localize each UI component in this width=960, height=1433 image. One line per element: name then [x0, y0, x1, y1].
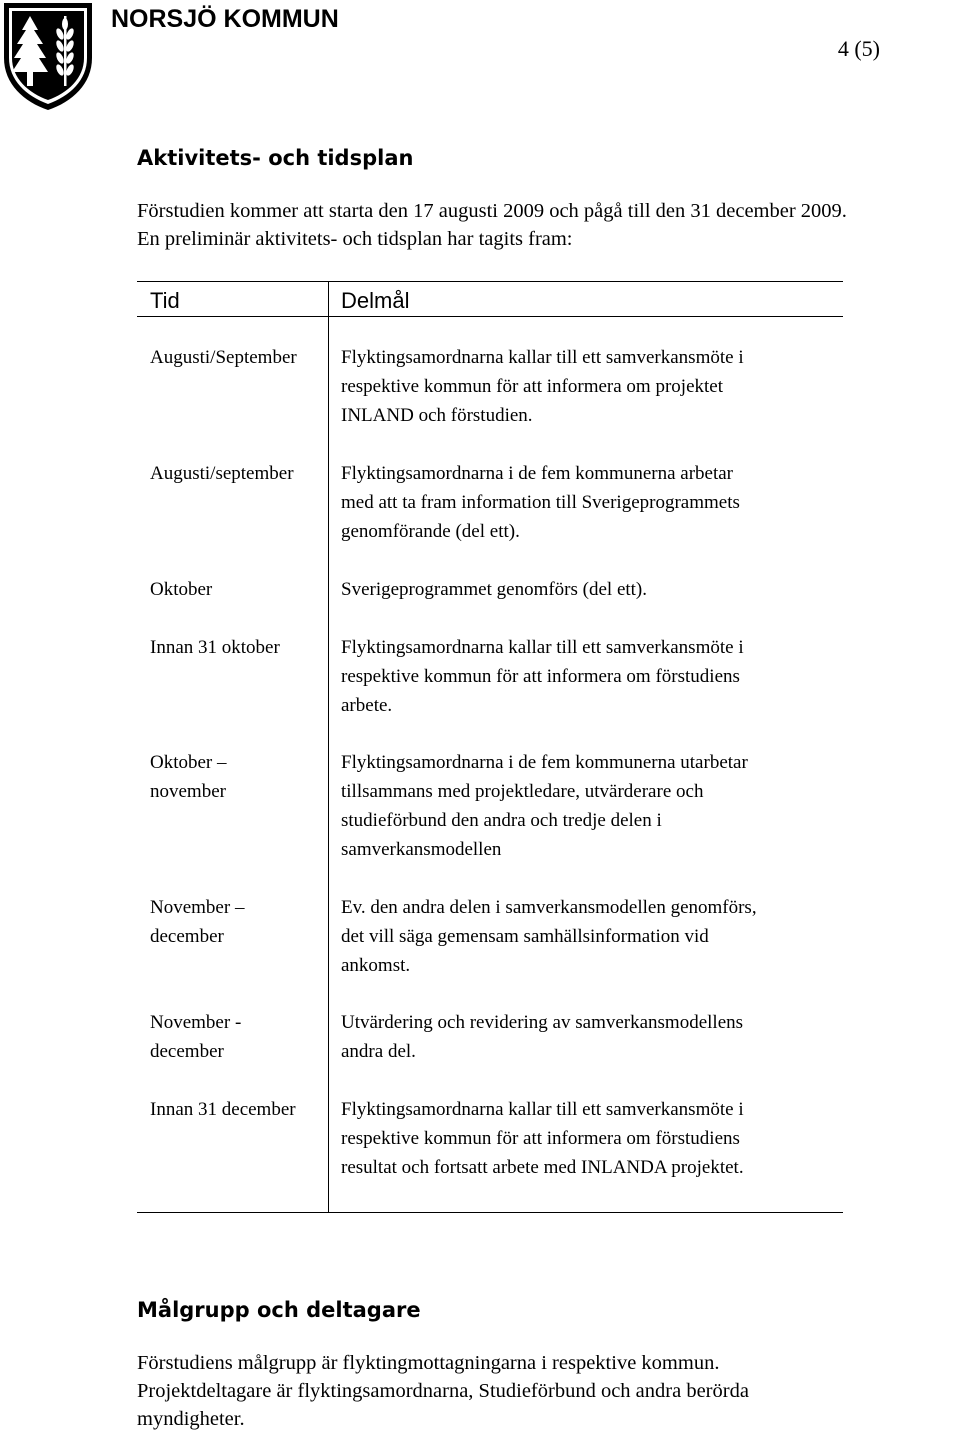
table-top-rule [137, 281, 843, 282]
organization-name: NORSJÖ KOMMUN [111, 5, 339, 33]
table-column-divider [328, 281, 329, 1213]
column-header-goal: Delmål [341, 288, 410, 313]
paragraph-line: Projektdeltagare är flyktingsamordnarna, Studieförbund och andra berörda [137, 1380, 749, 1402]
table-cell-time: November – december [150, 897, 245, 947]
intro-line: En preliminär aktivitets- och tidsplan har tagits fram: [137, 228, 573, 250]
table-cell-time: Augusti/September [150, 347, 297, 368]
table-cell-time: November - december [150, 1012, 242, 1062]
table-cell-goal: Flyktingsamordnarna kallar till ett samverkansmöte i respektive kommun för att informera om förstudiens arbete. [341, 637, 744, 716]
table-cell-time: Innan 31 oktober [150, 637, 280, 658]
table-cell-goal: Flyktingsamordnarna kallar till ett samverkansmöte i respektive kommun för att informera om projektet INLAND och förstudien. [341, 347, 744, 426]
table-cell-goal: Flyktingsamordnarna i de fem kommunerna arbetar med att ta fram information till Sverigeprogrammets genomförande (del ett). [341, 463, 740, 542]
table-cell-goal: Flyktingsamordnarna kallar till ett samverkansmöte i respektive kommun för att informera om förstudiens resultat och fortsatt arbete med INLANDA projektet. [341, 1099, 744, 1178]
table-cell-time: Oktober – november [150, 752, 227, 802]
table-cell-time: Innan 31 december [150, 1099, 296, 1120]
table-cell-time: Augusti/september [150, 463, 294, 484]
intro-line: Förstudien kommer att starta den 17 augusti 2009 och pågå till den 31 december 2009. [137, 200, 847, 222]
table-cell-goal: Sverigeprogrammet genomförs (del ett). [341, 579, 648, 600]
intro-paragraph [137, 197, 847, 253]
column-header-time: Tid [150, 288, 180, 313]
table-cell-time: Oktober [150, 579, 213, 600]
table-cell-goal: Utvärdering och revidering av samverkansmodellens andra del. [341, 1012, 744, 1062]
table-bottom-rule [137, 1212, 843, 1213]
table-cell-goal: Flyktingsamordnarna i de fem kommunerna utarbetar tillsammans med projektledare, utvärderare och studieförbund den andra och tredje delen i samverkansmodellen [341, 752, 748, 860]
section-heading-target-group: Målgrupp och deltagare [137, 1298, 421, 1322]
page-number: 4 (5) [837, 36, 880, 61]
table-header-rule [137, 316, 843, 317]
target-group-paragraph [137, 1349, 749, 1433]
table-cell-goal: Ev. den andra delen i samverkansmodellen genomförs, det vill säga gemensam samhällsinformation vid ankomst. [341, 897, 757, 976]
shield-icon [0, 0, 96, 112]
coat-of-arms-logo [0, 0, 96, 112]
schedule-table [137, 281, 843, 1213]
paragraph-line: myndigheter. [137, 1408, 245, 1430]
paragraph-line: Förstudiens målgrupp är flyktingmottagningarna i respektive kommun. [137, 1352, 720, 1374]
section-heading-schedule: Aktivitets- och tidsplan [137, 146, 414, 170]
